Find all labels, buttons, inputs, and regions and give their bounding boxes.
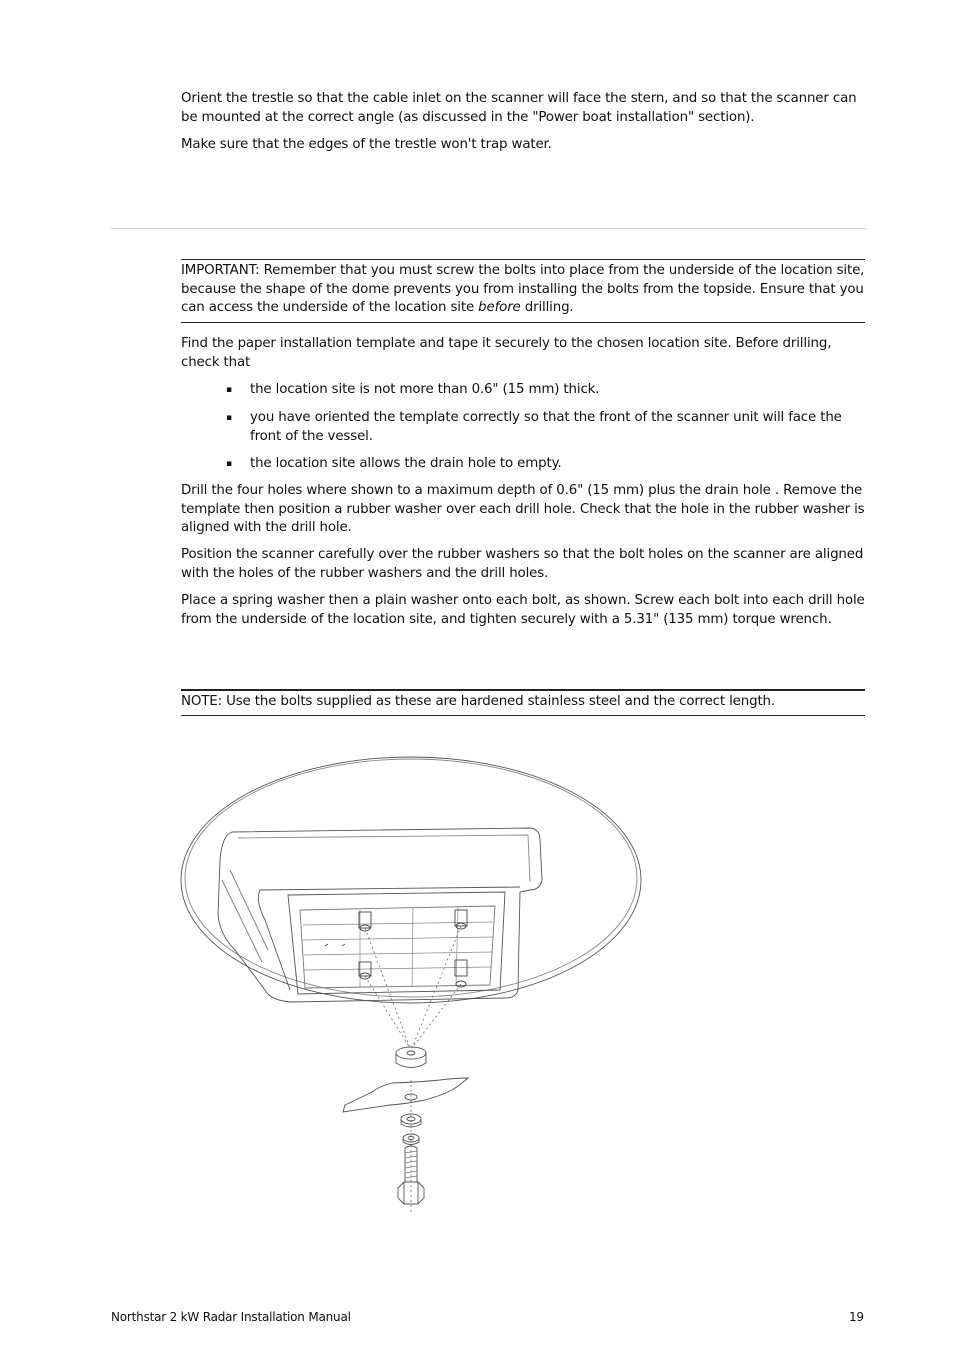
note-text: NOTE: Use the bolts supplied as these are hardened stainless steel and the correct length. bbox=[181, 694, 775, 709]
bullet-icon: ▪ bbox=[226, 413, 232, 423]
checklist-item-text: you have oriented the template correctly so that the front of the scanner unit will face the front of the vessel. bbox=[250, 410, 842, 444]
bullet-icon: ▪ bbox=[226, 459, 232, 469]
paragraph-template-intro: Find the paper installation template and tape it securely to the chosen location site. Before drilling, check that bbox=[181, 336, 832, 370]
footer-page-number: 19 bbox=[849, 1310, 864, 1324]
checklist-item-text: the location site allows the drain hole to empty. bbox=[250, 456, 562, 471]
rubber-washer bbox=[396, 1047, 426, 1068]
checklist-item-text: the location site is not more than 0.6" (15 mm) thick. bbox=[250, 382, 600, 397]
scanner-base-plate bbox=[288, 892, 505, 994]
location-site-outline bbox=[181, 757, 641, 1003]
footer-manual-title: Northstar 2 kW Radar Installation Manual bbox=[111, 1310, 351, 1324]
location-site-section bbox=[343, 1078, 468, 1112]
paragraph-position-scanner: Position the scanner carefully over the rubber washers so that the bolt holes on the scanner are aligned with the holes of the rubber washers and the drill holes. bbox=[181, 547, 864, 581]
paragraph-drill-holes: Drill the four holes where shown to a maximum depth of 0.6" (15 mm) plus the drain hole . Remove the template then position a rubber washer over each drill hole. Check that the hole in the rubber washer is aligned with the drill hole. bbox=[181, 483, 865, 535]
paragraph-place-washers: Place a spring washer then a plain washer onto each bolt, as shown. Screw each bolt into each drill hole from the underside of the location site, and tighten securely with a 5.31" (135 mm) torque wrench. bbox=[181, 593, 865, 627]
important-text-end: drilling. bbox=[520, 300, 574, 315]
paragraph-orient-trestle: Orient the trestle so that the cable inlet on the scanner will face the stern, and so that the scanner can be mounted at the correct angle (as discussed in the "Power boat installation" section). bbox=[181, 91, 857, 125]
bullet-icon: ▪ bbox=[226, 385, 232, 395]
paragraph-trap-water: Make sure that the edges of the trestle won't trap water. bbox=[181, 137, 552, 152]
important-text-emphasis: before bbox=[478, 300, 521, 315]
important-text-main: IMPORTANT: Remember that you must screw the bolts into place from the underside of the location site, because the shape of the dome prevents you from installing the bolts from the topside. Ensure that you can access the underside of the location site bbox=[181, 263, 865, 315]
